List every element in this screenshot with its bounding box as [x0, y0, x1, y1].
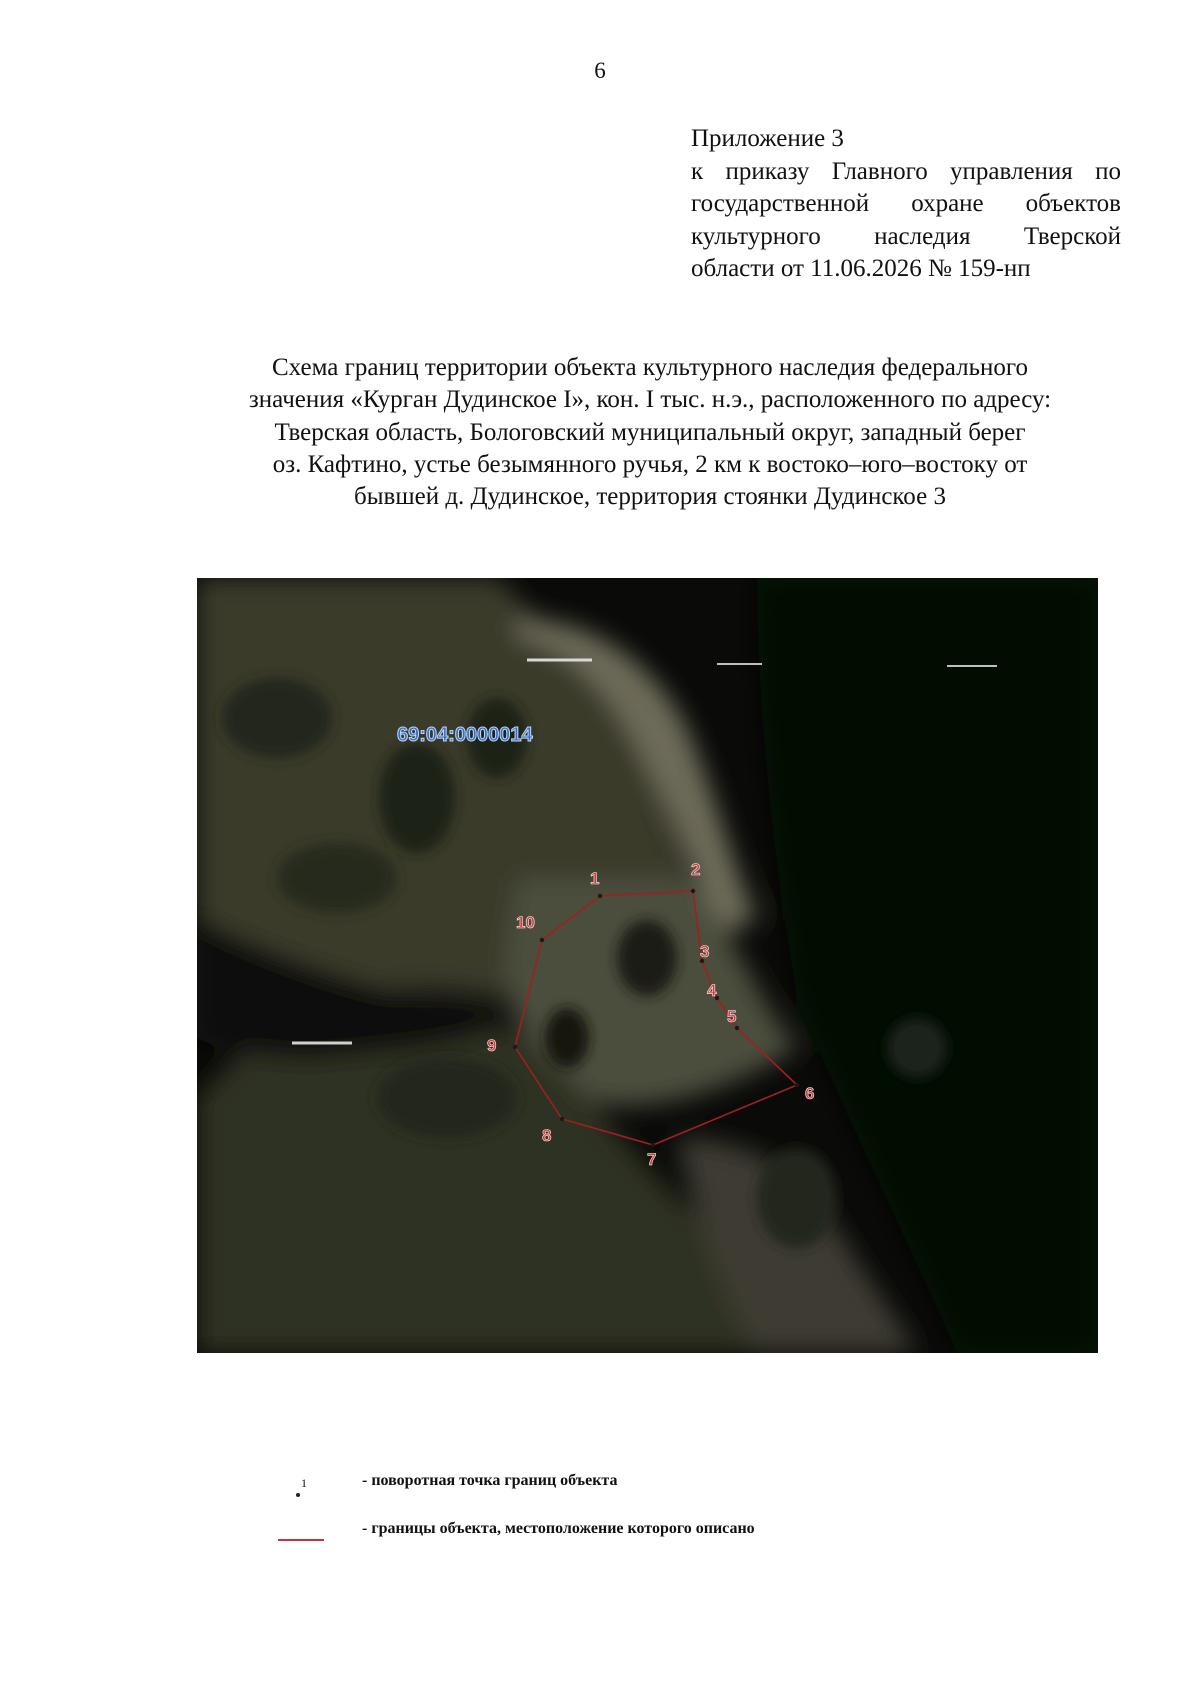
turning-point-label: 10 [516, 913, 535, 932]
turning-point-marker [540, 938, 544, 942]
legend-dot-number: 1 [301, 1476, 307, 1490]
legend-turning-point-text: - поворотная точка границ объекта [362, 1472, 618, 1489]
scheme-title-line-3: Тверская область, Бологовский муниципальный округ, западный берег [274, 418, 1026, 446]
appendix-line-2: к приказу Главного управления по [691, 157, 1121, 185]
turning-point-marker [598, 894, 602, 898]
appendix-line-4: культурного наследия Тверской [691, 222, 1121, 250]
legend-dot-icon [296, 1493, 300, 1497]
scheme-title-line-5: бывшей д. Дудинское, территория стоянки Дудинское 3 [354, 483, 946, 511]
turning-point-label: 5 [727, 1007, 737, 1026]
legend [270, 1470, 970, 1566]
appendix-line-1: Приложение 3 [691, 125, 844, 152]
legend-boundary-text: - границы объекта, местоположение которого описано [362, 1520, 755, 1537]
turning-point-label: 3 [700, 942, 710, 961]
turning-point-label: 8 [542, 1126, 552, 1145]
turning-point-marker [513, 1045, 517, 1049]
turning-point-label: 4 [707, 981, 717, 1000]
turning-point-label: 7 [647, 1150, 657, 1169]
scheme-title [160, 352, 1140, 513]
turning-point-label: 9 [487, 1036, 497, 1055]
legend-line-symbol [270, 1518, 330, 1548]
turning-point-marker [560, 1117, 564, 1121]
appendix-header [691, 123, 1121, 286]
turning-point-marker [735, 1026, 739, 1030]
legend-boundary [270, 1518, 970, 1566]
cadastral-number-label: 69:04:0000014 [397, 724, 533, 746]
turning-point-label: 6 [805, 1084, 815, 1103]
scheme-title-line-1: Схема границ территории объекта культурного наследия федерального [271, 354, 1029, 381]
scheme-title-line-2: значения «Курган Дудинское I», кон. I тыс. н.э., расположенного по адресу: [248, 386, 1052, 414]
scheme-title-line-4: оз. Кафтино, устье безымянного ручья, 2 км к востоко–юго–востоку от [272, 450, 1028, 478]
map-canvas [197, 578, 1098, 1353]
legend-turning-point [270, 1470, 970, 1518]
appendix-line-3: государственной охране объектов [691, 190, 1121, 217]
satellite-map [197, 578, 1098, 1353]
legend-point-symbol [270, 1470, 330, 1500]
legend-line-icon [278, 1539, 324, 1541]
turning-point-marker [691, 889, 695, 893]
turning-point-marker [795, 1083, 799, 1087]
turning-point-label: 1 [590, 869, 600, 888]
turning-point-label: 2 [691, 860, 701, 879]
turning-point-marker [651, 1143, 655, 1147]
appendix-line-5: области от 11.06.2026 № 159-нп [691, 255, 1031, 282]
page-number: 6 [594, 58, 606, 83]
